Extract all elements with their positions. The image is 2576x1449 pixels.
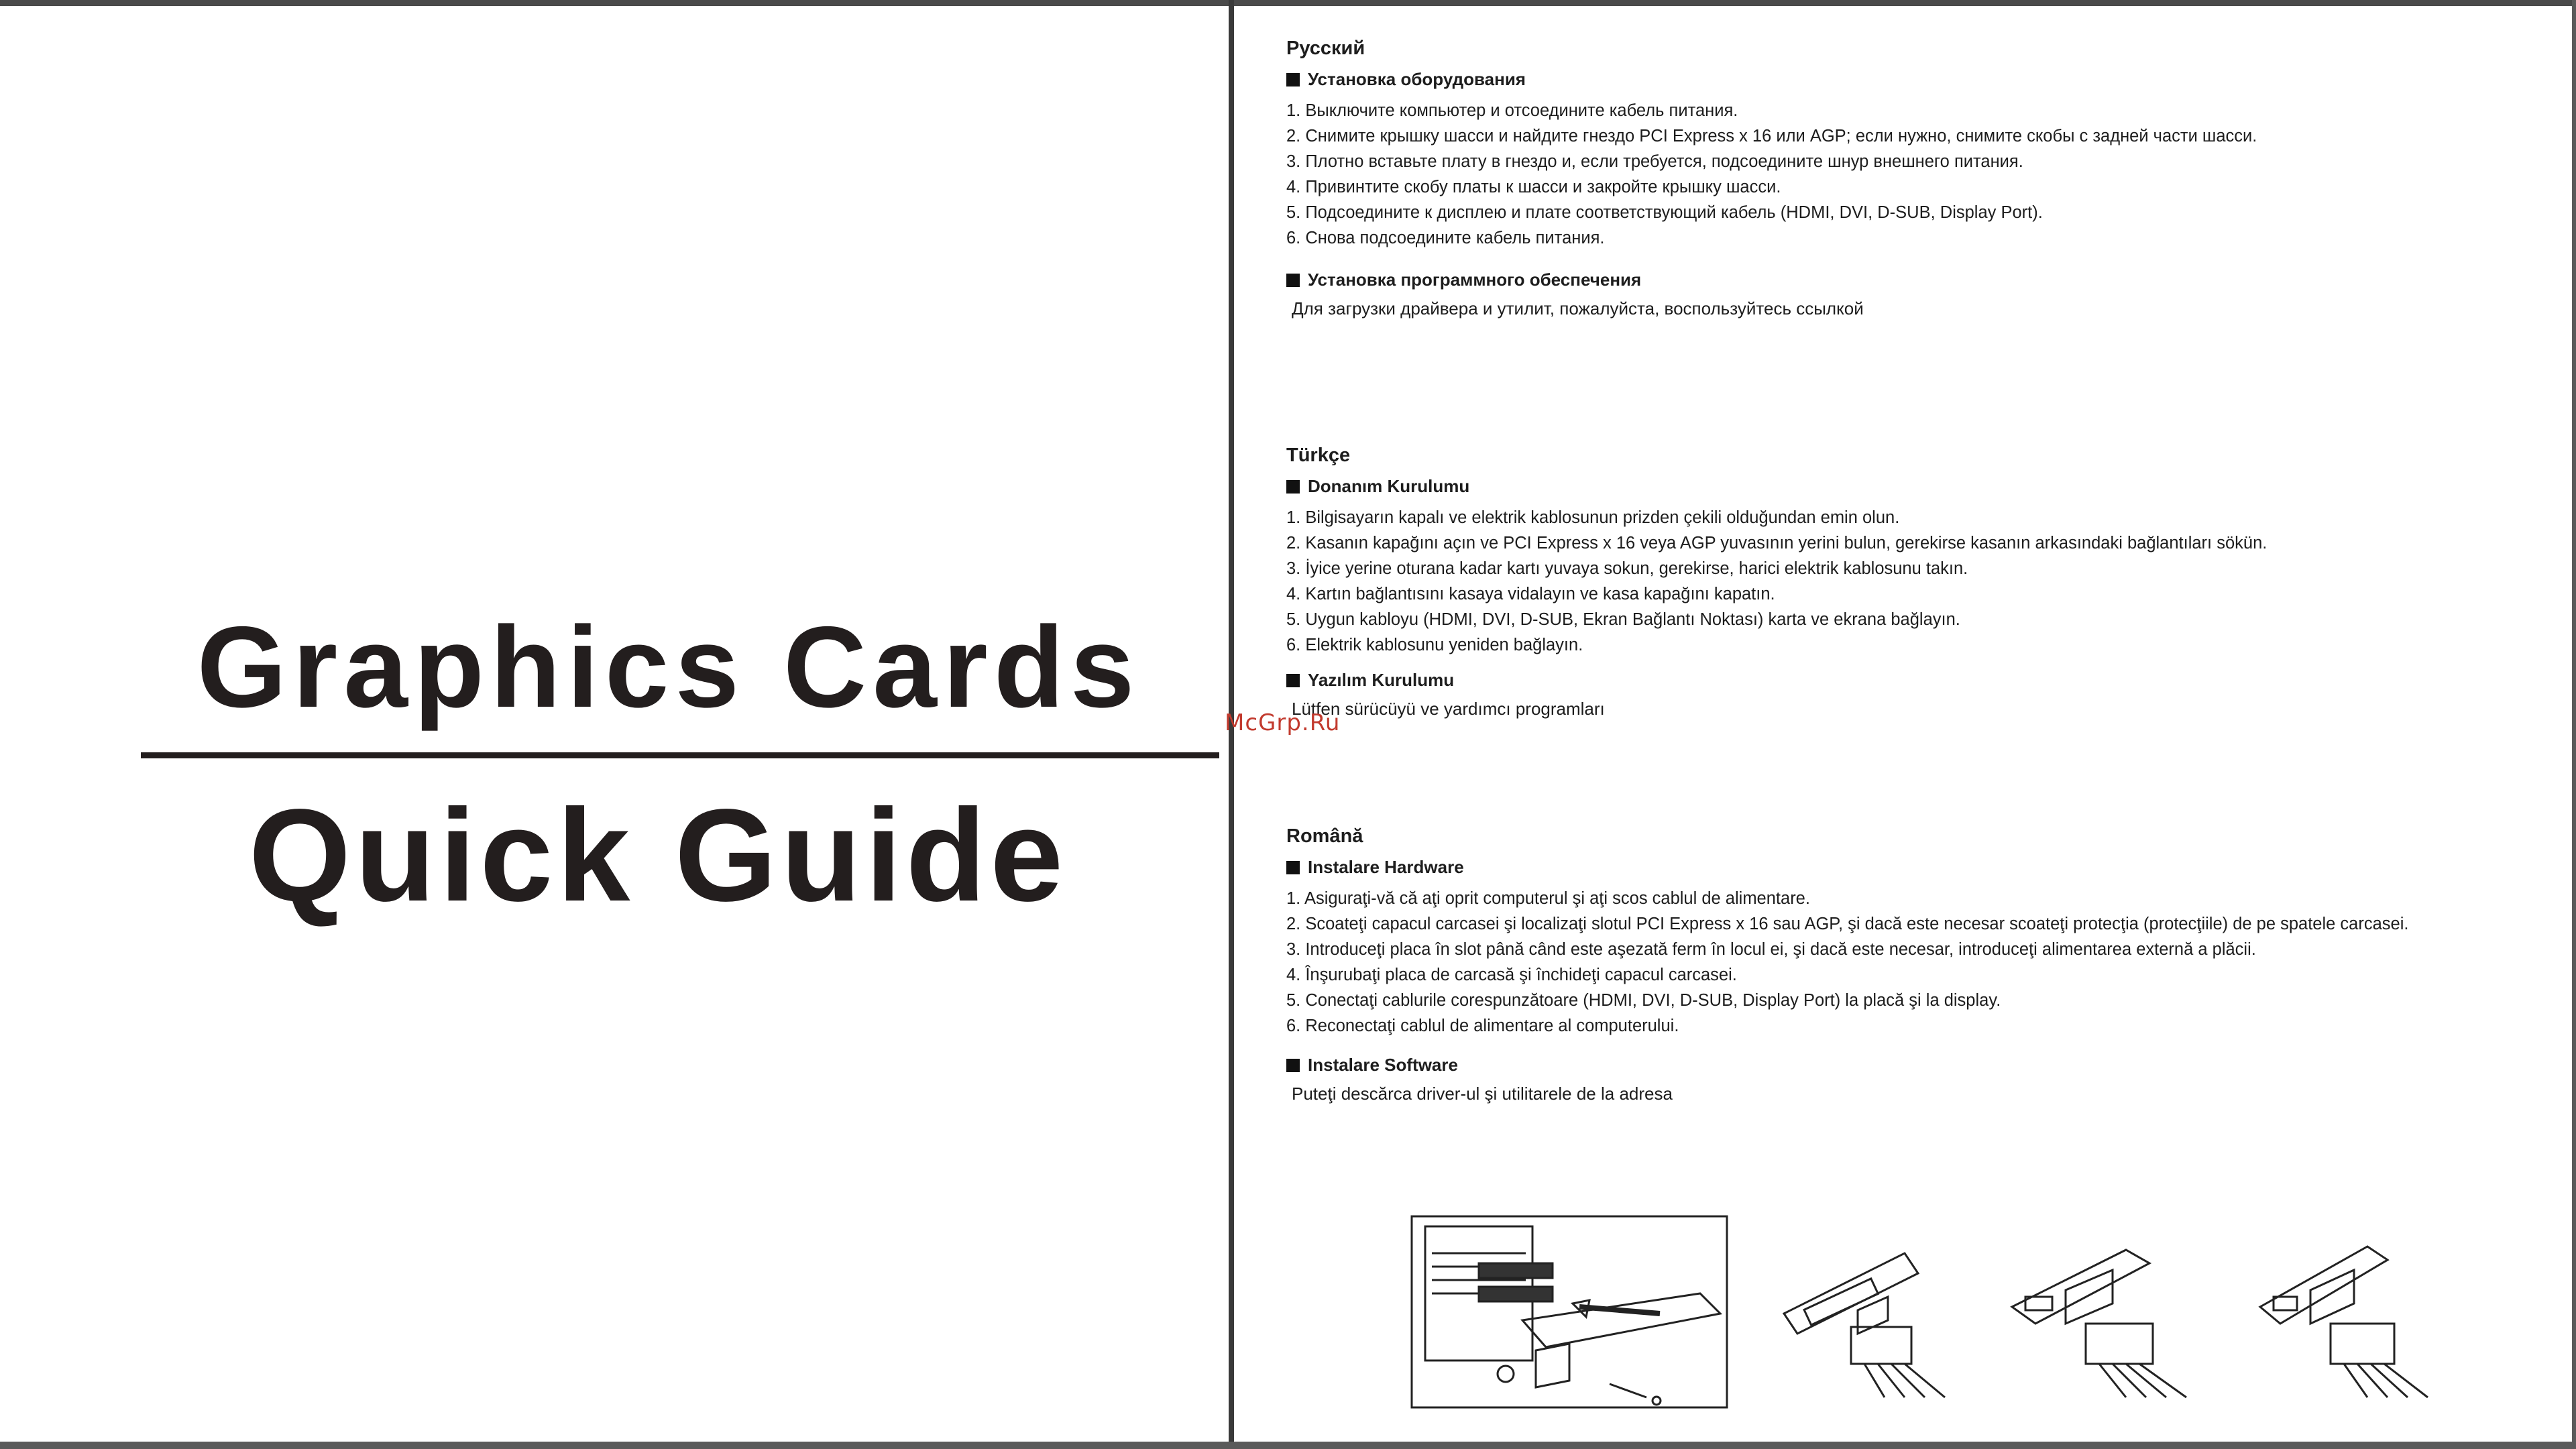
bullet-square-icon — [1286, 274, 1300, 287]
software-heading — [1286, 270, 2561, 290]
step-item: 5. Uygun kabloyu (HDMI, DVI, D-SUB, Ekran Bağlantı Noktası) karta ve ekrana bağlayın. — [1286, 610, 1960, 629]
software-heading-text: Yazılım Kurulumu — [1308, 670, 1455, 690]
title-divider-rule — [141, 752, 1219, 758]
language-heading: Русский — [1286, 38, 1365, 59]
software-note: Puteţi descărca driver-ul şi utilitarele de la adresa — [1292, 1084, 1673, 1104]
cover-page — [0, 6, 1229, 1442]
step-item: 2. Снимите крышку шасси и найдите гнездо PCI Express x 16 или AGP; если нужно, снимите скобы с задней части шасси. — [1286, 127, 2257, 146]
section-turkish — [1286, 445, 2561, 719]
bullet-square-icon — [1286, 861, 1300, 874]
step-item: 4. Înşurubaţi placa de carcasă şi închideţi capacul carcasei. — [1286, 966, 1737, 984]
right-border — [2572, 0, 2576, 1449]
power-connector-illustration-2-icon — [2005, 1243, 2220, 1401]
cover-title: Graphics Cards — [197, 603, 1141, 732]
step-item: 6. Снова подсоедините кабель питания. — [1286, 229, 1605, 247]
step-item: 1. Bilgisayarın kapalı ve elektrik kablosunun prizden çekili olduğundan emin olun. — [1286, 508, 1900, 527]
step-item: 1. Asiguraţi-vă că aţi oprit computerul şi aţi scos cablul de alimentare. — [1286, 889, 1810, 908]
power-connector-illustration-3-icon — [2253, 1240, 2455, 1401]
software-note: Lütfen sürücüyü ve yardımcı programları — [1292, 699, 1605, 719]
step-item: 3. İyice yerine oturana kadar kartı yuvaya sokun, gerekirse, harici elektrik kablosunu takın. — [1286, 559, 1968, 578]
bullet-square-icon — [1286, 674, 1300, 687]
step-item: 4. Привинтите скобу платы к шасси и закройте крышку шасси. — [1286, 178, 1781, 196]
hardware-heading — [1286, 476, 2561, 497]
watermark-text: McGrp.Ru — [1225, 709, 1341, 736]
hardware-heading — [1286, 857, 2561, 878]
hardware-heading — [1286, 69, 2561, 90]
software-heading — [1286, 670, 2561, 691]
power-connector-illustration-1-icon — [1777, 1247, 1978, 1401]
hardware-steps — [1286, 98, 2561, 251]
step-item: 6. Reconectaţi cablul de alimentare al computerului. — [1286, 1017, 1679, 1035]
hardware-steps — [1286, 505, 2561, 658]
section-romanian — [1286, 825, 2561, 1104]
software-heading — [1286, 1055, 2561, 1076]
step-item: 3. Introduceţi placa în slot până când este aşezată ferm în locul ei, şi dacă este necesar, introduceţi alimentarea externă a plăcii. — [1286, 940, 2256, 959]
language-heading: Română — [1286, 825, 1363, 847]
bullet-square-icon — [1286, 73, 1300, 86]
instructions-page — [1234, 6, 2572, 1442]
step-item: 1. Выключите компьютер и отсоедините кабель питания. — [1286, 101, 1738, 120]
step-item: 2. Scoateţi capacul carcasei şi localizaţi slotul PCI Express x 16 sau AGP, şi dacă este necesar scoateţi protecţia (protecţiile) de pe spatele carcasei. — [1286, 915, 2409, 933]
step-item: 4. Kartın bağlantısını kasaya vidalayın ve kasa kapağını kapatın. — [1286, 585, 1775, 603]
step-item: 3. Плотно вставьте плату в гнездо и, если требуется, подсоедините шнур внешнего питания. — [1286, 152, 2023, 171]
step-item: 5. Conectaţi cablurile corespunzătoare (HDMI, DVI, D-SUB, Display Port) la placă şi la display. — [1286, 991, 2001, 1010]
step-item: 5. Подсоедините к дисплею и плате соответствующий кабель (HDMI, DVI, D-SUB, Display Port). — [1286, 203, 2043, 222]
hardware-heading-text: Instalare Hardware — [1308, 857, 1464, 877]
cover-subtitle: Quick Guide — [248, 782, 1068, 929]
language-heading: Türkçe — [1286, 445, 1351, 466]
card-installation-illustration-icon — [1405, 1213, 1734, 1414]
hardware-heading-text: Donanım Kurulumu — [1308, 476, 1470, 496]
step-item: 2. Kasanın kapağını açın ve PCI Express x 16 veya AGP yuvasının yerini bulun, gerekirse kasanın arkasındaki bağlantıları sökün. — [1286, 534, 2267, 553]
software-heading-text: Установка программного обеспечения — [1308, 270, 1642, 290]
bullet-square-icon — [1286, 1059, 1300, 1072]
section-russian — [1286, 38, 2561, 319]
hardware-steps — [1286, 886, 2561, 1039]
step-item: 6. Elektrik kablosunu yeniden bağlayın. — [1286, 636, 1583, 654]
top-border — [0, 0, 2576, 6]
bullet-square-icon — [1286, 480, 1300, 494]
bottom-border — [0, 1442, 2576, 1449]
software-note: Для загрузки драйвера и утилит, пожалуйста, воспользуйтесь ссылкой — [1292, 298, 1864, 318]
hardware-heading-text: Установка оборудования — [1308, 69, 1526, 89]
software-heading-text: Instalare Software — [1308, 1055, 1458, 1075]
